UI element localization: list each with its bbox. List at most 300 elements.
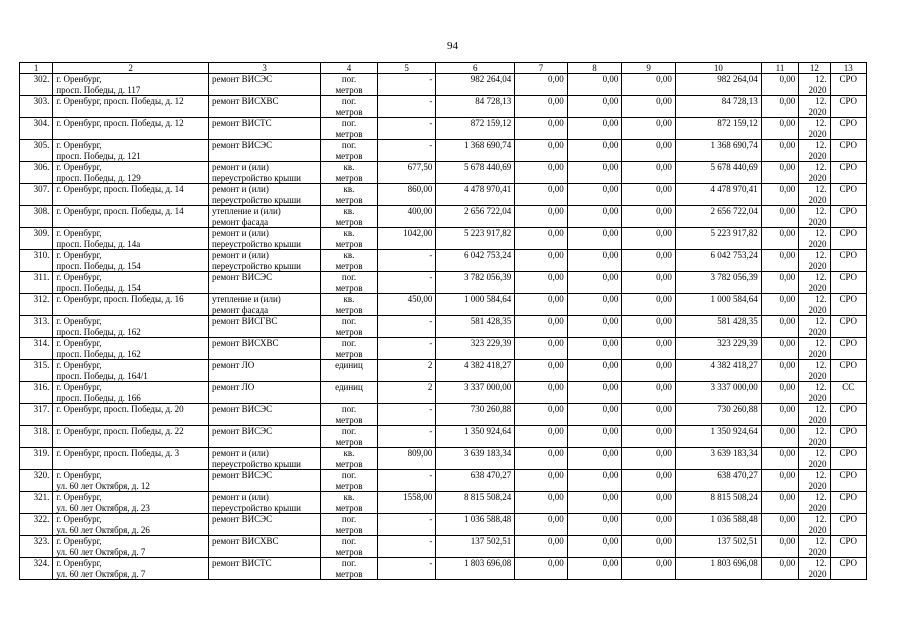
page-number: 94 <box>447 40 458 52</box>
work-type-cell: ремонт ВИСЭС <box>208 272 320 294</box>
col-11-cell: 0,00 <box>761 272 798 294</box>
row-number-cell: 310. <box>20 250 53 272</box>
total-cost-cell: 3 337 000,00 <box>436 382 515 404</box>
col-10-cell: 4 478 970,41 <box>675 184 761 206</box>
col-11-cell: 0,00 <box>761 514 798 536</box>
work-type-cell: ремонт и (или) переустройство крыши <box>208 448 320 470</box>
col-11-cell: 0,00 <box>761 206 798 228</box>
total-cost-cell: 1 368 690,74 <box>436 140 515 162</box>
col-10-cell: 2 656 722,04 <box>675 206 761 228</box>
row-number-cell: 315. <box>20 360 53 382</box>
due-date-cell: 12. 2020 <box>799 96 830 118</box>
col-11-cell: 0,00 <box>761 426 798 448</box>
total-cost-cell: 1 000 584,64 <box>436 294 515 316</box>
table-row <box>20 360 867 382</box>
table-row <box>20 294 867 316</box>
unit-cell: кв. метров <box>321 206 378 228</box>
due-date-cell: 12. 2020 <box>799 118 830 140</box>
table-row <box>20 184 867 206</box>
col-9-cell: 0,00 <box>622 536 676 558</box>
unit-cell: кв. метров <box>321 448 378 470</box>
address-cell: г. Оренбург, просп. Победы, д. 22 <box>53 426 209 448</box>
quantity-cell: - <box>377 404 436 426</box>
table-row <box>20 492 867 514</box>
col-8-cell: 0,00 <box>567 448 622 470</box>
column-header-8: 8 <box>567 63 622 74</box>
row-number-cell: 313. <box>20 316 53 338</box>
table-row <box>20 558 867 580</box>
table-row <box>20 228 867 250</box>
work-type-cell: ремонт ВИСТС <box>208 558 320 580</box>
fund-source-cell: СРО <box>830 514 866 536</box>
col-7-cell: 0,00 <box>515 404 568 426</box>
row-number-cell: 303. <box>20 96 53 118</box>
row-number-cell: 321. <box>20 492 53 514</box>
row-number-cell: 312. <box>20 294 53 316</box>
quantity-cell: 677,50 <box>377 162 436 184</box>
row-number-cell: 316. <box>20 382 53 404</box>
column-header-10: 10 <box>675 63 761 74</box>
due-date-cell: 12. 2020 <box>799 294 830 316</box>
fund-source-cell: СРО <box>830 228 866 250</box>
col-7-cell: 0,00 <box>515 140 568 162</box>
col-8-cell: 0,00 <box>567 140 622 162</box>
col-7-cell: 0,00 <box>515 162 568 184</box>
quantity-cell: - <box>377 74 436 96</box>
col-9-cell: 0,00 <box>622 338 676 360</box>
due-date-cell: 12. 2020 <box>799 272 830 294</box>
column-header-13: 13 <box>830 63 866 74</box>
table-row <box>20 316 867 338</box>
col-7-cell: 0,00 <box>515 316 568 338</box>
due-date-cell: 12. 2020 <box>799 558 830 580</box>
due-date-cell: 12. 2020 <box>799 316 830 338</box>
row-number-cell: 317. <box>20 404 53 426</box>
total-cost-cell: 3 782 056,39 <box>436 272 515 294</box>
quantity-cell: 400,00 <box>377 206 436 228</box>
quantity-cell: - <box>377 338 436 360</box>
address-cell: г. Оренбург, просп. Победы, д. 121 <box>53 140 209 162</box>
address-cell: г. Оренбург, ул. 60 лет Октября, д. 7 <box>53 536 209 558</box>
work-type-cell: ремонт ВИСЭС <box>208 74 320 96</box>
work-type-cell: ремонт ВИСЭС <box>208 514 320 536</box>
col-8-cell: 0,00 <box>567 250 622 272</box>
unit-cell: пог. метров <box>321 338 378 360</box>
due-date-cell: 12. 2020 <box>799 206 830 228</box>
row-number-cell: 302. <box>20 74 53 96</box>
due-date-cell: 12. 2020 <box>799 514 830 536</box>
unit-cell: кв. метров <box>321 250 378 272</box>
col-9-cell: 0,00 <box>622 96 676 118</box>
unit-cell: пог. метров <box>321 404 378 426</box>
quantity-cell: - <box>377 140 436 162</box>
col-9-cell: 0,00 <box>622 162 676 184</box>
col-10-cell: 1 036 588,48 <box>675 514 761 536</box>
col-10-cell: 3 782 056,39 <box>675 272 761 294</box>
due-date-cell: 12. 2020 <box>799 184 830 206</box>
col-11-cell: 0,00 <box>761 250 798 272</box>
table-row <box>20 206 867 228</box>
row-number-cell: 314. <box>20 338 53 360</box>
quantity-cell: - <box>377 96 436 118</box>
total-cost-cell: 1 350 924,64 <box>436 426 515 448</box>
total-cost-cell: 581 428,35 <box>436 316 515 338</box>
unit-cell: пог. метров <box>321 118 378 140</box>
table-row <box>20 74 867 96</box>
col-11-cell: 0,00 <box>761 404 798 426</box>
col-8-cell: 0,00 <box>567 162 622 184</box>
address-cell: г. Оренбург, просп. Победы, д. 20 <box>53 404 209 426</box>
unit-cell: пог. метров <box>321 140 378 162</box>
col-8-cell: 0,00 <box>567 360 622 382</box>
fund-source-cell: СРО <box>830 206 866 228</box>
col-7-cell: 0,00 <box>515 74 568 96</box>
table-row <box>20 448 867 470</box>
work-type-cell: ремонт и (или) переустройство крыши <box>208 228 320 250</box>
fund-source-cell: СРО <box>830 558 866 580</box>
col-10-cell: 872 159,12 <box>675 118 761 140</box>
col-10-cell: 5 223 917,82 <box>675 228 761 250</box>
row-number-cell: 322. <box>20 514 53 536</box>
table-row <box>20 426 867 448</box>
total-cost-cell: 6 042 753,24 <box>436 250 515 272</box>
address-cell: г. Оренбург, ул. 60 лет Октября, д. 12 <box>53 470 209 492</box>
col-8-cell: 0,00 <box>567 382 622 404</box>
col-10-cell: 638 470,27 <box>675 470 761 492</box>
col-10-cell: 1 368 690,74 <box>675 140 761 162</box>
table-row <box>20 162 867 184</box>
unit-cell: пог. метров <box>321 470 378 492</box>
fund-source-cell: СРО <box>830 74 866 96</box>
col-9-cell: 0,00 <box>622 140 676 162</box>
fund-source-cell: СРО <box>830 404 866 426</box>
quantity-cell: - <box>377 514 436 536</box>
col-11-cell: 0,00 <box>761 74 798 96</box>
table-row <box>20 118 867 140</box>
col-11-cell: 0,00 <box>761 316 798 338</box>
col-11-cell: 0,00 <box>761 118 798 140</box>
row-number-cell: 306. <box>20 162 53 184</box>
address-cell: г. Оренбург, просп. Победы, д. 164/1 <box>53 360 209 382</box>
total-cost-cell: 5 223 917,82 <box>436 228 515 250</box>
due-date-cell: 12. 2020 <box>799 492 830 514</box>
col-10-cell: 982 264,04 <box>675 74 761 96</box>
row-number-cell: 304. <box>20 118 53 140</box>
col-7-cell: 0,00 <box>515 514 568 536</box>
quantity-cell: 2 <box>377 382 436 404</box>
col-8-cell: 0,00 <box>567 74 622 96</box>
col-11-cell: 0,00 <box>761 558 798 580</box>
col-9-cell: 0,00 <box>622 404 676 426</box>
unit-cell: кв. метров <box>321 162 378 184</box>
address-cell: г. Оренбург, просп. Победы, д. 154 <box>53 272 209 294</box>
col-10-cell: 1 000 584,64 <box>675 294 761 316</box>
col-10-cell: 1 350 924,64 <box>675 426 761 448</box>
work-type-cell: ремонт ВИСХВС <box>208 536 320 558</box>
row-number-cell: 319. <box>20 448 53 470</box>
column-header-7: 7 <box>515 63 568 74</box>
registry-table <box>19 62 867 580</box>
table-row <box>20 382 867 404</box>
col-9-cell: 0,00 <box>622 206 676 228</box>
col-7-cell: 0,00 <box>515 184 568 206</box>
row-number-cell: 309. <box>20 228 53 250</box>
col-9-cell: 0,00 <box>622 448 676 470</box>
col-8-cell: 0,00 <box>567 404 622 426</box>
col-10-cell: 3 337 000,00 <box>675 382 761 404</box>
table-row <box>20 96 867 118</box>
column-header-1: 1 <box>20 63 53 74</box>
total-cost-cell: 730 260,88 <box>436 404 515 426</box>
row-number-cell: 318. <box>20 426 53 448</box>
col-11-cell: 0,00 <box>761 360 798 382</box>
table-row <box>20 272 867 294</box>
col-10-cell: 730 260,88 <box>675 404 761 426</box>
work-type-cell: ремонт ВИСЭС <box>208 140 320 162</box>
table-body <box>20 74 867 580</box>
col-11-cell: 0,00 <box>761 338 798 360</box>
col-9-cell: 0,00 <box>622 514 676 536</box>
fund-source-cell: СРО <box>830 338 866 360</box>
col-7-cell: 0,00 <box>515 360 568 382</box>
unit-cell: пог. метров <box>321 316 378 338</box>
col-8-cell: 0,00 <box>567 470 622 492</box>
unit-cell: единиц <box>321 382 378 404</box>
total-cost-cell: 84 728,13 <box>436 96 515 118</box>
col-7-cell: 0,00 <box>515 492 568 514</box>
col-7-cell: 0,00 <box>515 426 568 448</box>
col-9-cell: 0,00 <box>622 558 676 580</box>
col-11-cell: 0,00 <box>761 492 798 514</box>
address-cell: г. Оренбург, просп. Победы, д. 14 <box>53 184 209 206</box>
column-number-header <box>20 63 867 74</box>
row-number-cell: 323. <box>20 536 53 558</box>
row-number-cell: 308. <box>20 206 53 228</box>
col-8-cell: 0,00 <box>567 96 622 118</box>
total-cost-cell: 4 382 418,27 <box>436 360 515 382</box>
col-7-cell: 0,00 <box>515 448 568 470</box>
total-cost-cell: 8 815 508,24 <box>436 492 515 514</box>
table-row <box>20 140 867 162</box>
address-cell: г. Оренбург, просп. Победы, д. 14 <box>53 206 209 228</box>
col-10-cell: 1 803 696,08 <box>675 558 761 580</box>
quantity-cell: 809,00 <box>377 448 436 470</box>
col-10-cell: 323 229,39 <box>675 338 761 360</box>
unit-cell: пог. метров <box>321 536 378 558</box>
col-9-cell: 0,00 <box>622 272 676 294</box>
col-8-cell: 0,00 <box>567 316 622 338</box>
col-8-cell: 0,00 <box>567 514 622 536</box>
total-cost-cell: 638 470,27 <box>436 470 515 492</box>
address-cell: г. Оренбург, просп. Победы, д. 16 <box>53 294 209 316</box>
total-cost-cell: 2 656 722,04 <box>436 206 515 228</box>
col-9-cell: 0,00 <box>622 294 676 316</box>
col-10-cell: 8 815 508,24 <box>675 492 761 514</box>
fund-source-cell: СРО <box>830 184 866 206</box>
total-cost-cell: 872 159,12 <box>436 118 515 140</box>
unit-cell: пог. метров <box>321 514 378 536</box>
unit-cell: кв. метров <box>321 184 378 206</box>
col-11-cell: 0,00 <box>761 162 798 184</box>
unit-cell: кв. метров <box>321 294 378 316</box>
col-7-cell: 0,00 <box>515 250 568 272</box>
column-header-6: 6 <box>436 63 515 74</box>
work-type-cell: ремонт и (или) переустройство крыши <box>208 162 320 184</box>
work-type-cell: ремонт и (или) переустройство крыши <box>208 250 320 272</box>
row-number-cell: 311. <box>20 272 53 294</box>
address-cell: г. Оренбург, ул. 60 лет Октября, д. 7 <box>53 558 209 580</box>
address-cell: г. Оренбург, просп. Победы, д. 12 <box>53 96 209 118</box>
col-8-cell: 0,00 <box>567 536 622 558</box>
fund-source-cell: СРО <box>830 492 866 514</box>
due-date-cell: 12. 2020 <box>799 140 830 162</box>
row-number-cell: 320. <box>20 470 53 492</box>
due-date-cell: 12. 2020 <box>799 426 830 448</box>
fund-source-cell: СРО <box>830 470 866 492</box>
unit-cell: единиц <box>321 360 378 382</box>
col-8-cell: 0,00 <box>567 118 622 140</box>
due-date-cell: 12. 2020 <box>799 162 830 184</box>
address-cell: г. Оренбург, просп. Победы, д. 14а <box>53 228 209 250</box>
work-type-cell: ремонт и (или) переустройство крыши <box>208 492 320 514</box>
address-cell: г. Оренбург, просп. Победы, д. 166 <box>53 382 209 404</box>
column-header-9: 9 <box>622 63 676 74</box>
total-cost-cell: 1 803 696,08 <box>436 558 515 580</box>
total-cost-cell: 982 264,04 <box>436 74 515 96</box>
table-row <box>20 536 867 558</box>
due-date-cell: 12. 2020 <box>799 250 830 272</box>
col-11-cell: 0,00 <box>761 184 798 206</box>
address-cell: г. Оренбург, ул. 60 лет Октября, д. 23 <box>53 492 209 514</box>
total-cost-cell: 1 036 588,48 <box>436 514 515 536</box>
col-10-cell: 5 678 440,69 <box>675 162 761 184</box>
unit-cell: пог. метров <box>321 96 378 118</box>
col-7-cell: 0,00 <box>515 96 568 118</box>
total-cost-cell: 323 229,39 <box>436 338 515 360</box>
work-type-cell: ремонт ЛО <box>208 360 320 382</box>
col-7-cell: 0,00 <box>515 294 568 316</box>
col-8-cell: 0,00 <box>567 294 622 316</box>
total-cost-cell: 3 639 183,34 <box>436 448 515 470</box>
quantity-cell: 450,00 <box>377 294 436 316</box>
col-11-cell: 0,00 <box>761 382 798 404</box>
col-9-cell: 0,00 <box>622 118 676 140</box>
fund-source-cell: СРО <box>830 294 866 316</box>
col-8-cell: 0,00 <box>567 558 622 580</box>
due-date-cell: 12. 2020 <box>799 448 830 470</box>
table-row <box>20 514 867 536</box>
row-number-cell: 307. <box>20 184 53 206</box>
col-8-cell: 0,00 <box>567 338 622 360</box>
total-cost-cell: 4 478 970,41 <box>436 184 515 206</box>
col-9-cell: 0,00 <box>622 228 676 250</box>
col-9-cell: 0,00 <box>622 184 676 206</box>
total-cost-cell: 5 678 440,69 <box>436 162 515 184</box>
fund-source-cell: СРО <box>830 448 866 470</box>
col-11-cell: 0,00 <box>761 448 798 470</box>
quantity-cell: - <box>377 272 436 294</box>
fund-source-cell: СРО <box>830 536 866 558</box>
unit-cell: пог. метров <box>321 74 378 96</box>
col-7-cell: 0,00 <box>515 338 568 360</box>
address-cell: г. Оренбург, просп. Победы, д. 12 <box>53 118 209 140</box>
column-header-11: 11 <box>761 63 798 74</box>
work-type-cell: ремонт ВИСГВС <box>208 316 320 338</box>
address-cell: г. Оренбург, просп. Победы, д. 129 <box>53 162 209 184</box>
col-9-cell: 0,00 <box>622 492 676 514</box>
col-10-cell: 581 428,35 <box>675 316 761 338</box>
col-10-cell: 3 639 183,34 <box>675 448 761 470</box>
unit-cell: пог. метров <box>321 558 378 580</box>
work-type-cell: утепление и (или) ремонт фасада <box>208 294 320 316</box>
column-header-4: 4 <box>321 63 378 74</box>
quantity-cell: - <box>377 558 436 580</box>
table-row <box>20 470 867 492</box>
work-type-cell: ремонт ВИСЭС <box>208 470 320 492</box>
col-9-cell: 0,00 <box>622 426 676 448</box>
fund-source-cell: СРО <box>830 426 866 448</box>
col-10-cell: 4 382 418,27 <box>675 360 761 382</box>
col-7-cell: 0,00 <box>515 206 568 228</box>
fund-source-cell: СРО <box>830 162 866 184</box>
col-7-cell: 0,00 <box>515 558 568 580</box>
quantity-cell: - <box>377 470 436 492</box>
col-11-cell: 0,00 <box>761 228 798 250</box>
col-7-cell: 0,00 <box>515 470 568 492</box>
due-date-cell: 12. 2020 <box>799 360 830 382</box>
address-cell: г. Оренбург, просп. Победы, д. 117 <box>53 74 209 96</box>
row-number-cell: 324. <box>20 558 53 580</box>
column-header-5: 5 <box>377 63 436 74</box>
col-9-cell: 0,00 <box>622 470 676 492</box>
unit-cell: кв. метров <box>321 492 378 514</box>
col-11-cell: 0,00 <box>761 470 798 492</box>
due-date-cell: 12. 2020 <box>799 228 830 250</box>
quantity-cell: 1558,00 <box>377 492 436 514</box>
col-9-cell: 0,00 <box>622 250 676 272</box>
due-date-cell: 12. 2020 <box>799 382 830 404</box>
quantity-cell: 1042,00 <box>377 228 436 250</box>
col-7-cell: 0,00 <box>515 536 568 558</box>
quantity-cell: - <box>377 118 436 140</box>
col-9-cell: 0,00 <box>622 382 676 404</box>
column-header-12: 12 <box>799 63 830 74</box>
col-8-cell: 0,00 <box>567 184 622 206</box>
quantity-cell: - <box>377 536 436 558</box>
col-10-cell: 84 728,13 <box>675 96 761 118</box>
work-type-cell: ремонт ВИСТС <box>208 118 320 140</box>
table-row <box>20 338 867 360</box>
address-cell: г. Оренбург, просп. Победы, д. 162 <box>53 316 209 338</box>
unit-cell: пог. метров <box>321 272 378 294</box>
row-number-cell: 305. <box>20 140 53 162</box>
work-type-cell: ремонт ВИСЭС <box>208 404 320 426</box>
col-7-cell: 0,00 <box>515 382 568 404</box>
work-type-cell: ремонт ВИСХВС <box>208 96 320 118</box>
col-9-cell: 0,00 <box>622 316 676 338</box>
work-type-cell: ремонт ЛО <box>208 382 320 404</box>
col-7-cell: 0,00 <box>515 118 568 140</box>
col-8-cell: 0,00 <box>567 492 622 514</box>
due-date-cell: 12. 2020 <box>799 536 830 558</box>
col-8-cell: 0,00 <box>567 206 622 228</box>
fund-source-cell: СРО <box>830 272 866 294</box>
unit-cell: кв. метров <box>321 228 378 250</box>
col-11-cell: 0,00 <box>761 536 798 558</box>
quantity-cell: 860,00 <box>377 184 436 206</box>
unit-cell: пог. метров <box>321 426 378 448</box>
col-9-cell: 0,00 <box>622 360 676 382</box>
